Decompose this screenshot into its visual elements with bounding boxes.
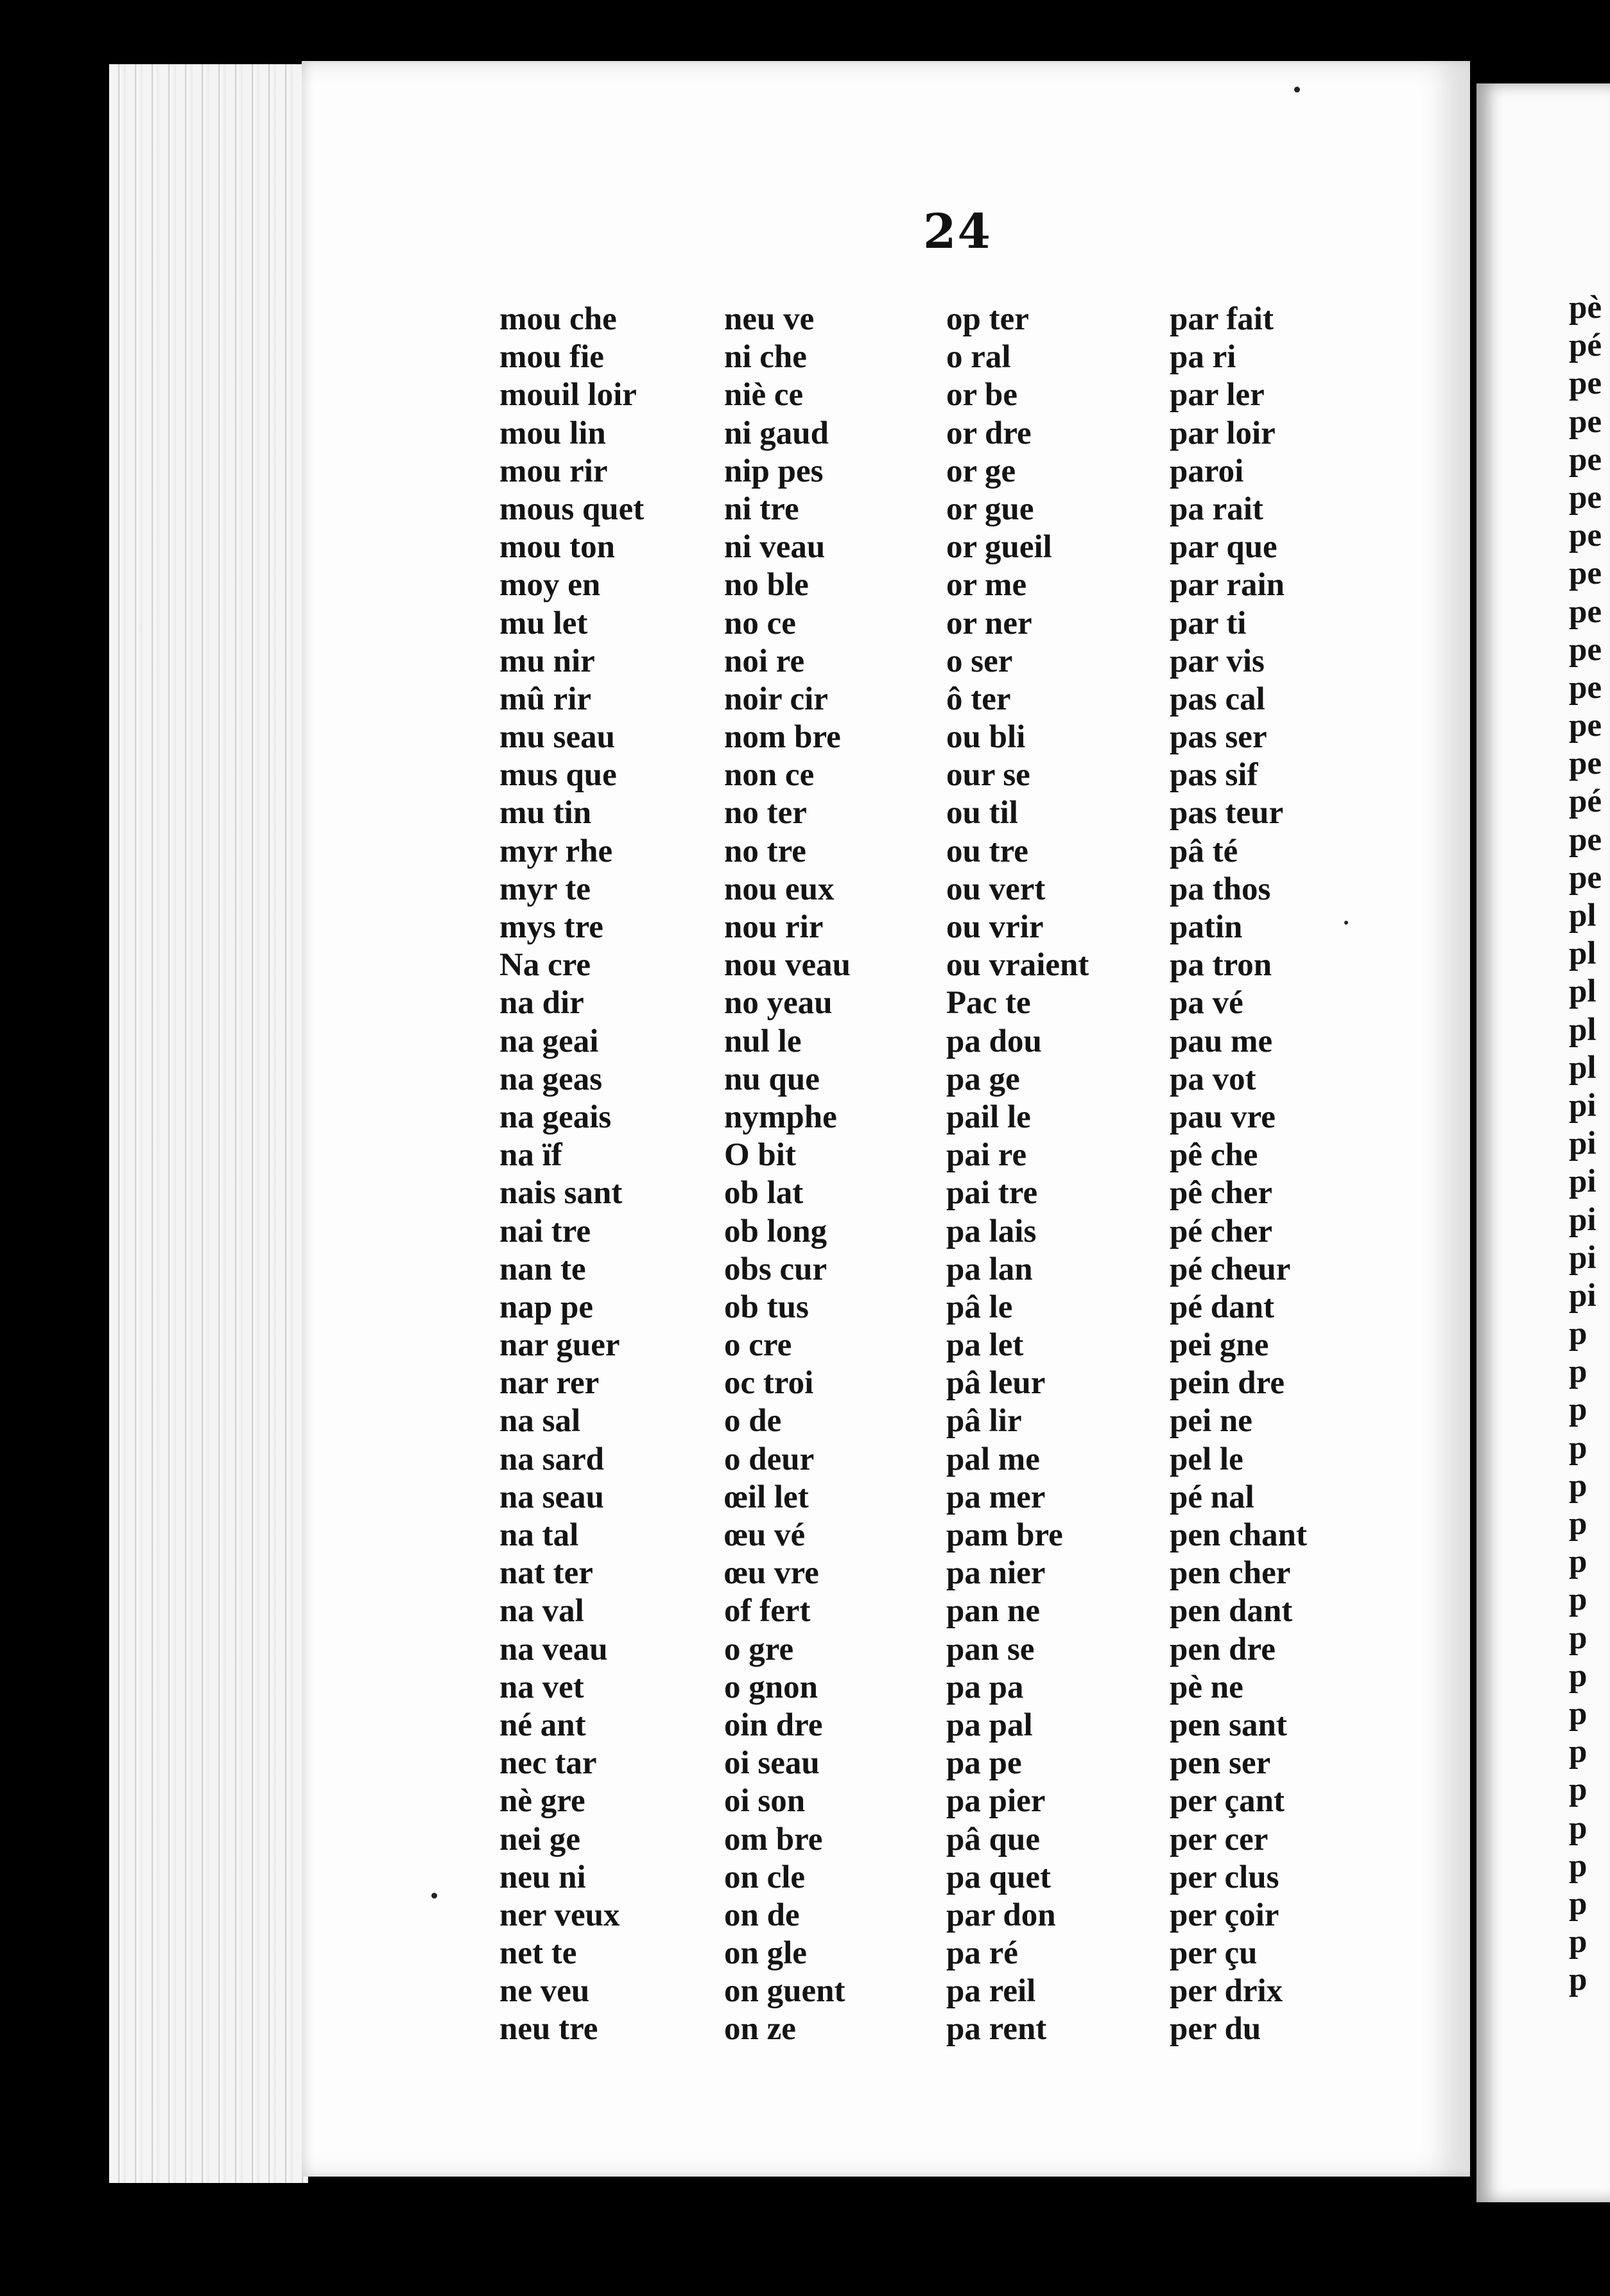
syllable-entry: o ser bbox=[946, 643, 1013, 679]
edge-fragment: pè bbox=[1569, 290, 1602, 326]
syllable-entry: nul le bbox=[724, 1023, 802, 1059]
syllable-entry: ob lat bbox=[724, 1175, 804, 1212]
syllable-entry: mous quet bbox=[499, 491, 645, 527]
syllable-entry: no yeau bbox=[724, 985, 833, 1022]
syllable-entry: œu vé bbox=[724, 1517, 806, 1553]
syllable-entry: pai re bbox=[946, 1137, 1027, 1174]
edge-fragment: p bbox=[1569, 1544, 1588, 1580]
edge-fragment: p bbox=[1569, 1467, 1588, 1504]
syllable-entry: nei ge bbox=[499, 1821, 581, 1857]
syllable-entry: pai tre bbox=[946, 1175, 1038, 1212]
syllable-entry: œu vre bbox=[724, 1555, 819, 1592]
syllable-entry: ni che bbox=[724, 339, 807, 376]
ink-speck bbox=[1294, 87, 1300, 92]
edge-fragment: pl bbox=[1569, 935, 1597, 972]
syllable-entry: nou rir bbox=[724, 909, 824, 945]
syllable-entry: pan ne bbox=[946, 1593, 1040, 1630]
syllable-entry: non ce bbox=[724, 757, 815, 794]
syllable-entry: mû rir bbox=[499, 681, 592, 717]
syllable-entry: pa rent bbox=[946, 2011, 1047, 2048]
syllable-entry: pa nier bbox=[946, 1555, 1046, 1592]
syllable-entry: pa let bbox=[946, 1327, 1024, 1364]
edge-fragment: pe bbox=[1569, 479, 1602, 516]
syllable-entry: pau vre bbox=[1170, 1099, 1276, 1135]
syllable-entry: pail le bbox=[946, 1099, 1031, 1135]
syllable-entry: pen sant bbox=[1170, 1707, 1287, 1743]
syllable-entry: ou vert bbox=[946, 871, 1046, 907]
syllable-entry: myr rhe bbox=[499, 833, 613, 869]
syllable-entry: per çoir bbox=[1170, 1897, 1279, 1933]
syllable-entry: pa pal bbox=[946, 1707, 1033, 1743]
syllable-entry: per çant bbox=[1170, 1783, 1285, 1820]
syllable-entry: nom bre bbox=[724, 719, 841, 756]
syllable-entry: pa pe bbox=[946, 1745, 1022, 1782]
syllable-entry: par vis bbox=[1170, 643, 1265, 679]
syllable-entry: nou eux bbox=[724, 871, 835, 907]
edge-fragment: pi bbox=[1569, 1163, 1597, 1200]
syllable-entry: o ral bbox=[946, 339, 1011, 376]
syllable-column-4 bbox=[1170, 300, 1307, 2049]
syllable-entry: pein dre bbox=[1170, 1365, 1285, 1402]
syllable-entry: nan te bbox=[499, 1251, 586, 1287]
syllable-entry: on de bbox=[724, 1897, 800, 1933]
syllable-entry: nou veau bbox=[724, 947, 851, 984]
syllable-entry: na sal bbox=[499, 1403, 581, 1439]
syllable-entry: pal me bbox=[946, 1441, 1040, 1477]
edge-fragment: pe bbox=[1569, 593, 1602, 630]
edge-fragment: pe bbox=[1569, 555, 1602, 592]
syllable-entry: mou lin bbox=[499, 415, 606, 451]
edge-fragment: pe bbox=[1569, 669, 1602, 706]
syllable-entry: mus que bbox=[499, 757, 617, 794]
syllable-entry: or be bbox=[946, 377, 1017, 413]
edge-fragment: pl bbox=[1569, 1011, 1597, 1048]
syllable-entry: pé cher bbox=[1170, 1213, 1273, 1249]
syllable-entry: na geas bbox=[499, 1061, 603, 1097]
edge-fragment: pe bbox=[1569, 365, 1602, 402]
syllable-entry: net te bbox=[499, 1935, 577, 1972]
syllable-entry: obs cur bbox=[724, 1251, 827, 1287]
syllable-entry: o gnon bbox=[724, 1669, 818, 1705]
syllable-entry: nu que bbox=[724, 1061, 820, 1097]
edge-fragment: pi bbox=[1569, 1087, 1597, 1124]
syllable-entry: na veau bbox=[499, 1631, 608, 1667]
syllable-entry: ou tre bbox=[946, 833, 1028, 869]
edge-fragment: pi bbox=[1569, 1239, 1597, 1276]
syllable-entry: pa vot bbox=[1170, 1061, 1256, 1097]
edge-fragment: p bbox=[1569, 1391, 1588, 1428]
next-page-edge-text bbox=[1569, 289, 1602, 1999]
syllable-entry: per clus bbox=[1170, 1859, 1279, 1895]
syllable-entry: on gle bbox=[724, 1935, 807, 1972]
syllable-entry: per cer bbox=[1170, 1821, 1268, 1857]
syllable-entry: oin dre bbox=[724, 1707, 823, 1743]
edge-fragment: p bbox=[1569, 1695, 1588, 1732]
syllable-entry: pa reil bbox=[946, 1973, 1036, 2010]
syllable-entry: pa ge bbox=[946, 1061, 1020, 1097]
edge-fragment: p bbox=[1569, 1809, 1588, 1846]
syllable-entry: nap pe bbox=[499, 1289, 593, 1325]
syllable-entry: pâ le bbox=[946, 1289, 1013, 1325]
syllable-entry: pa lais bbox=[946, 1213, 1037, 1249]
syllable-entry: ou til bbox=[946, 795, 1018, 831]
syllable-entry: ou vrir bbox=[946, 909, 1044, 945]
edge-fragment: p bbox=[1569, 1961, 1588, 1998]
syllable-entry: pa thos bbox=[1170, 871, 1271, 907]
syllable-entry: ob tus bbox=[724, 1289, 809, 1325]
syllable-entry: pas sif bbox=[1170, 757, 1258, 794]
syllable-entry: pa pier bbox=[946, 1783, 1046, 1820]
syllable-entry: par fait bbox=[1170, 301, 1274, 337]
syllable-entry: pen dant bbox=[1170, 1593, 1293, 1630]
edge-fragment: p bbox=[1569, 1353, 1588, 1390]
syllable-entry: no ce bbox=[724, 605, 796, 641]
syllable-entry: mu seau bbox=[499, 719, 615, 756]
syllable-entry: o deur bbox=[724, 1441, 815, 1477]
syllable-entry: pas cal bbox=[1170, 681, 1265, 717]
syllable-entry: oi seau bbox=[724, 1745, 820, 1782]
syllable-entry: or dre bbox=[946, 415, 1032, 451]
syllable-entry: pa pa bbox=[946, 1669, 1024, 1705]
syllable-entry: oi son bbox=[724, 1783, 806, 1820]
syllable-entry: pa tron bbox=[1170, 947, 1272, 984]
syllable-entry: ni gaud bbox=[724, 415, 829, 451]
edge-fragment: pi bbox=[1569, 1277, 1597, 1314]
syllable-entry: O bit bbox=[724, 1137, 796, 1174]
syllable-entry: na geai bbox=[499, 1023, 599, 1059]
syllable-entry: pa ré bbox=[946, 1935, 1018, 1972]
edge-fragment: pl bbox=[1569, 898, 1597, 934]
syllable-entry: pê cher bbox=[1170, 1175, 1273, 1212]
edge-fragment: p bbox=[1569, 1924, 1588, 1960]
syllable-entry: or me bbox=[946, 567, 1027, 604]
syllable-column-1 bbox=[499, 300, 644, 2049]
edge-fragment: p bbox=[1569, 1506, 1588, 1542]
edge-fragment: p bbox=[1569, 1619, 1588, 1656]
syllable-entry: ni veau bbox=[724, 529, 826, 566]
syllable-entry: mou che bbox=[499, 301, 617, 337]
syllable-entry: pam bre bbox=[946, 1517, 1063, 1553]
syllable-entry: Pac te bbox=[946, 985, 1031, 1022]
syllable-entry: pé nal bbox=[1170, 1479, 1254, 1515]
edge-fragment: p bbox=[1569, 1316, 1588, 1352]
syllable-entry: pâ leur bbox=[946, 1365, 1046, 1402]
syllable-entry: ou bli bbox=[946, 719, 1026, 756]
syllable-entry: par que bbox=[1170, 529, 1277, 566]
syllable-entry: na geais bbox=[499, 1099, 612, 1135]
page-number: 24 bbox=[923, 204, 992, 259]
syllable-entry: nai tre bbox=[499, 1213, 591, 1249]
syllable-entry: na tal bbox=[499, 1517, 579, 1553]
syllable-entry: na vet bbox=[499, 1669, 584, 1705]
syllable-entry: ne veu bbox=[499, 1973, 590, 2010]
syllable-entry: moy en bbox=[499, 567, 601, 604]
syllable-entry: ner veux bbox=[499, 1897, 620, 1933]
edge-fragment: p bbox=[1569, 1734, 1588, 1770]
syllable-entry: mouil loir bbox=[499, 377, 637, 413]
syllable-entry: nar rer bbox=[499, 1365, 600, 1402]
syllable-entry: nè gre bbox=[499, 1783, 585, 1820]
syllable-entry: mu let bbox=[499, 605, 588, 641]
edge-fragment: pi bbox=[1569, 1201, 1597, 1238]
syllable-entry: mou ton bbox=[499, 529, 615, 566]
syllable-entry: ô ter bbox=[946, 681, 1011, 717]
edge-fragment: pe bbox=[1569, 517, 1602, 554]
syllable-entry: pan se bbox=[946, 1631, 1035, 1667]
syllable-entry: mou fie bbox=[499, 339, 604, 376]
syllable-entry: our se bbox=[946, 757, 1030, 794]
syllable-entry: or gueil bbox=[946, 529, 1052, 566]
syllable-entry: pa quet bbox=[946, 1859, 1051, 1895]
syllable-entry: nip pes bbox=[724, 453, 824, 489]
syllable-entry: pa mer bbox=[946, 1479, 1046, 1515]
syllable-entry: per drix bbox=[1170, 1973, 1283, 2010]
syllable-entry: pê che bbox=[1170, 1137, 1258, 1174]
syllable-entry: ob long bbox=[724, 1213, 827, 1249]
syllable-entry: nat ter bbox=[499, 1555, 593, 1592]
edge-fragment: p bbox=[1569, 1847, 1588, 1884]
syllable-entry: paroi bbox=[1170, 453, 1244, 489]
syllable-entry: no tre bbox=[724, 833, 806, 869]
edge-fragment: pé bbox=[1569, 783, 1602, 820]
syllable-entry: no ble bbox=[724, 567, 809, 604]
syllable-entry: pei ne bbox=[1170, 1403, 1252, 1439]
syllable-entry: of fert bbox=[724, 1593, 811, 1630]
syllable-entry: pas ser bbox=[1170, 719, 1267, 756]
edge-fragment: pi bbox=[1569, 1126, 1597, 1162]
syllable-entry: neu ni bbox=[499, 1859, 586, 1895]
syllable-entry: o gre bbox=[724, 1631, 794, 1667]
syllable-entry: nar guer bbox=[499, 1327, 620, 1364]
book-page-edges bbox=[109, 64, 308, 2183]
syllable-entry: neu ve bbox=[724, 301, 815, 337]
syllable-entry: pen chant bbox=[1170, 1517, 1307, 1553]
edge-fragment: pl bbox=[1569, 973, 1597, 1010]
edge-fragment: p bbox=[1569, 1657, 1588, 1694]
syllable-entry: nais sant bbox=[499, 1175, 623, 1212]
syllable-entry: noir cir bbox=[724, 681, 828, 717]
syllable-entry: pâ lir bbox=[946, 1403, 1022, 1439]
syllable-entry: myr te bbox=[499, 871, 591, 907]
syllable-entry: per çu bbox=[1170, 1935, 1258, 1972]
ink-speck bbox=[1344, 921, 1348, 925]
edge-fragment: pé bbox=[1569, 327, 1602, 364]
syllable-entry: pau me bbox=[1170, 1023, 1273, 1059]
syllable-entry: niè ce bbox=[724, 377, 804, 413]
syllable-entry: pas teur bbox=[1170, 795, 1284, 831]
syllable-entry: mu nir bbox=[499, 643, 595, 679]
edge-fragment: pe bbox=[1569, 631, 1602, 668]
syllable-entry: pé dant bbox=[1170, 1289, 1274, 1325]
syllable-entry: or ner bbox=[946, 605, 1032, 641]
syllable-entry: par loir bbox=[1170, 415, 1276, 451]
syllable-entry: noi re bbox=[724, 643, 805, 679]
syllable-entry: pel le bbox=[1170, 1441, 1243, 1477]
edge-fragment: pe bbox=[1569, 441, 1602, 478]
edge-fragment: p bbox=[1569, 1885, 1588, 1922]
syllable-entry: pa lan bbox=[946, 1251, 1033, 1287]
syllable-entry: œil let bbox=[724, 1479, 809, 1515]
syllable-entry: pa dou bbox=[946, 1023, 1042, 1059]
edge-fragment: p bbox=[1569, 1429, 1588, 1466]
syllable-entry: om bre bbox=[724, 1821, 823, 1857]
syllable-entry: na sard bbox=[499, 1441, 604, 1477]
syllable-entry: pé cheur bbox=[1170, 1251, 1291, 1287]
syllable-entry: per du bbox=[1170, 2011, 1261, 2048]
syllable-entry: pè ne bbox=[1170, 1669, 1243, 1705]
syllable-entry: nymphe bbox=[724, 1099, 837, 1135]
syllable-entry: na ïf bbox=[499, 1137, 562, 1174]
edge-fragment: pe bbox=[1569, 403, 1602, 440]
syllable-entry: pa ri bbox=[1170, 339, 1236, 376]
edge-fragment: p bbox=[1569, 1771, 1588, 1808]
syllable-entry: on cle bbox=[724, 1859, 806, 1895]
syllable-entry: op ter bbox=[946, 301, 1029, 337]
syllable-entry: par rain bbox=[1170, 567, 1285, 604]
syllable-entry: o cre bbox=[724, 1327, 792, 1364]
syllable-column-2 bbox=[724, 300, 851, 2049]
syllable-entry: né ant bbox=[499, 1707, 586, 1743]
syllable-entry: pen dre bbox=[1170, 1631, 1276, 1667]
syllable-entry: pen cher bbox=[1170, 1555, 1291, 1592]
syllable-entry: Na cre bbox=[499, 947, 591, 984]
syllable-entry: pei gne bbox=[1170, 1327, 1269, 1364]
syllable-entry: ni tre bbox=[724, 491, 799, 527]
syllable-entry: pâ té bbox=[1170, 833, 1238, 869]
syllable-entry: on ze bbox=[724, 2011, 796, 2048]
syllable-entry: na dir bbox=[499, 985, 584, 1022]
syllable-entry: patin bbox=[1170, 909, 1243, 945]
syllable-entry: on guent bbox=[724, 1973, 845, 2010]
edge-fragment: pl bbox=[1569, 1049, 1597, 1086]
syllable-entry: par ler bbox=[1170, 377, 1265, 413]
syllable-entry: or gue bbox=[946, 491, 1034, 527]
syllable-column-3 bbox=[946, 300, 1089, 2049]
syllable-entry: mou rir bbox=[499, 453, 608, 489]
syllable-entry: no ter bbox=[724, 795, 807, 831]
edge-fragment: pe bbox=[1569, 745, 1602, 782]
edge-fragment: pe bbox=[1569, 859, 1602, 896]
syllable-entry: neu tre bbox=[499, 2011, 598, 2048]
syllable-entry: o de bbox=[724, 1403, 782, 1439]
syllable-entry: ou vraient bbox=[946, 947, 1089, 984]
syllable-entry: pen ser bbox=[1170, 1745, 1271, 1782]
syllable-entry: par don bbox=[946, 1897, 1056, 1933]
ink-speck bbox=[431, 1893, 437, 1899]
syllable-entry: pâ que bbox=[946, 1821, 1040, 1857]
syllable-entry: nec tar bbox=[499, 1745, 597, 1782]
syllable-entry: mu tin bbox=[499, 795, 592, 831]
syllable-entry: pa vé bbox=[1170, 985, 1243, 1022]
syllable-entry: na val bbox=[499, 1593, 584, 1630]
syllable-entry: par ti bbox=[1170, 605, 1247, 641]
edge-fragment: p bbox=[1569, 1581, 1588, 1618]
syllable-entry: pa rait bbox=[1170, 491, 1263, 527]
syllable-entry: or ge bbox=[946, 453, 1016, 489]
edge-fragment: pe bbox=[1569, 708, 1602, 744]
syllable-entry: oc troi bbox=[724, 1365, 814, 1402]
edge-fragment: pe bbox=[1569, 821, 1602, 858]
syllable-entry: mys tre bbox=[499, 909, 603, 945]
syllable-entry: na seau bbox=[499, 1479, 604, 1515]
